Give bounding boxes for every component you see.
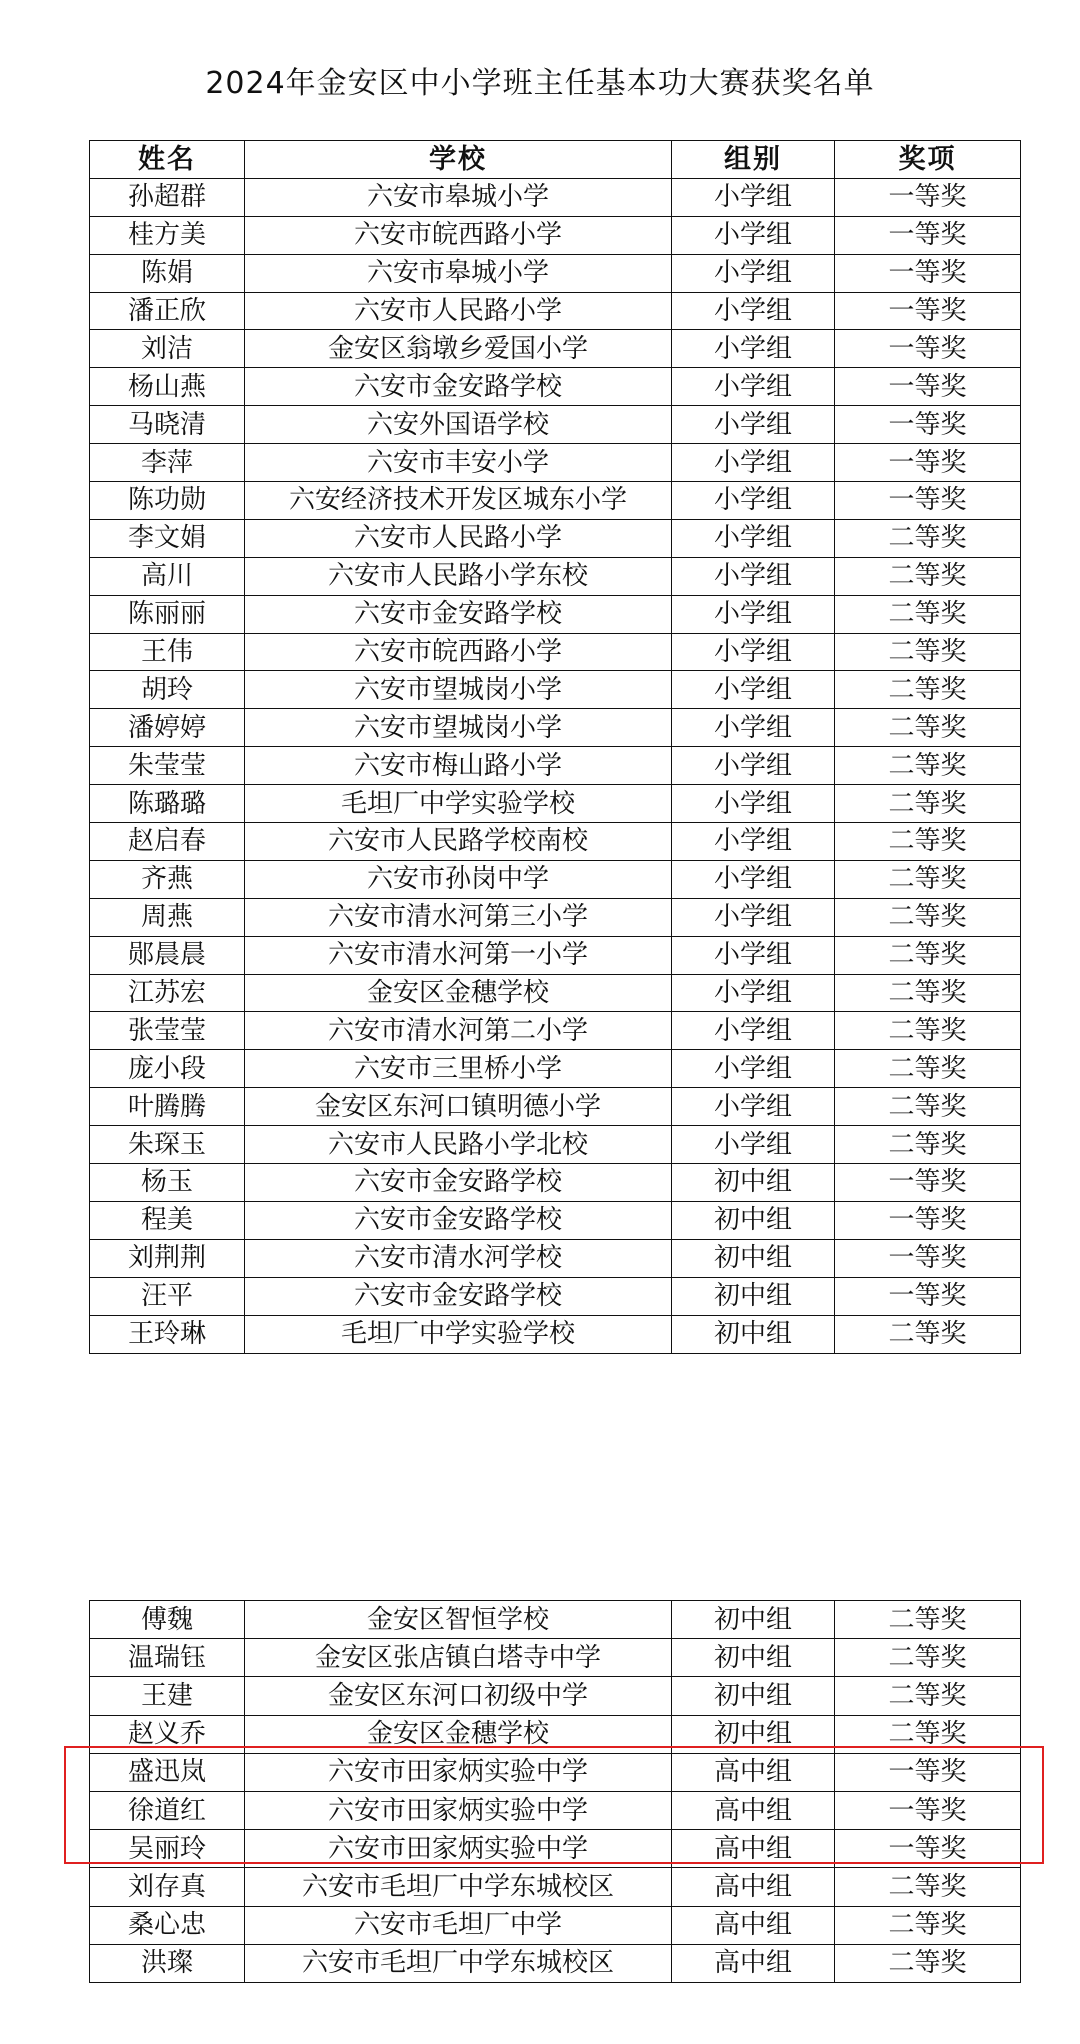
table-row xyxy=(90,936,1021,974)
cell-school: 六安市田家炳实验中学 xyxy=(245,1791,672,1829)
header-name: 姓名 xyxy=(90,141,245,179)
cell-award: 一等奖 xyxy=(835,482,1021,520)
cell-group: 高中组 xyxy=(672,1753,835,1791)
table-row xyxy=(90,519,1021,557)
cell-award: 二等奖 xyxy=(835,823,1021,861)
cell-group: 小学组 xyxy=(672,519,835,557)
table-row xyxy=(90,216,1021,254)
cell-school: 六安市望城岗小学 xyxy=(245,709,672,747)
table-row xyxy=(90,1050,1021,1088)
cell-group: 小学组 xyxy=(672,936,835,974)
table-row xyxy=(90,482,1021,520)
cell-name: 杨玉 xyxy=(90,1164,245,1202)
cell-group: 小学组 xyxy=(672,747,835,785)
cell-award: 一等奖 xyxy=(835,254,1021,292)
table-row xyxy=(90,1239,1021,1277)
header-school: 学校 xyxy=(245,141,672,179)
table-header-row xyxy=(90,141,1021,179)
cell-group: 初中组 xyxy=(672,1164,835,1202)
cell-school: 金安区东河口初级中学 xyxy=(245,1677,672,1715)
cell-name: 赵启春 xyxy=(90,823,245,861)
cell-name: 吴丽玲 xyxy=(90,1830,245,1868)
cell-name: 洪璨 xyxy=(90,1944,245,1982)
cell-school: 六安市人民路小学 xyxy=(245,292,672,330)
cell-name: 王玲琳 xyxy=(90,1315,245,1353)
table-row xyxy=(90,1791,1021,1829)
cell-name: 江苏宏 xyxy=(90,974,245,1012)
table-row xyxy=(90,1753,1021,1791)
cell-name: 桂方美 xyxy=(90,216,245,254)
cell-name: 陈功勋 xyxy=(90,482,245,520)
cell-school: 六安市孙岗中学 xyxy=(245,860,672,898)
cell-group: 高中组 xyxy=(672,1906,835,1944)
cell-school: 六安市金安路学校 xyxy=(245,595,672,633)
cell-award: 二等奖 xyxy=(835,1906,1021,1944)
cell-school: 金安区智恒学校 xyxy=(245,1601,672,1639)
cell-school: 六安市金安路学校 xyxy=(245,1201,672,1239)
cell-name: 陈丽丽 xyxy=(90,595,245,633)
cell-name: 杨山燕 xyxy=(90,368,245,406)
cell-name: 潘正欣 xyxy=(90,292,245,330)
cell-award: 二等奖 xyxy=(835,1601,1021,1639)
cell-group: 初中组 xyxy=(672,1677,835,1715)
table-row xyxy=(90,1601,1021,1639)
header-award: 奖项 xyxy=(835,141,1021,179)
cell-award: 二等奖 xyxy=(835,1315,1021,1353)
cell-school: 金安区金穗学校 xyxy=(245,974,672,1012)
cell-group: 小学组 xyxy=(672,1088,835,1126)
table-row xyxy=(90,1677,1021,1715)
cell-group: 小学组 xyxy=(672,1126,835,1164)
cell-award: 二等奖 xyxy=(835,898,1021,936)
table-row xyxy=(90,557,1021,595)
cell-group: 初中组 xyxy=(672,1601,835,1639)
award-table-page2 xyxy=(89,1600,1021,1983)
cell-name: 高川 xyxy=(90,557,245,595)
cell-group: 小学组 xyxy=(672,823,835,861)
cell-award: 二等奖 xyxy=(835,1715,1021,1753)
cell-award: 二等奖 xyxy=(835,785,1021,823)
table-row xyxy=(90,1012,1021,1050)
table-row xyxy=(90,1639,1021,1677)
cell-school: 金安区张店镇白塔寺中学 xyxy=(245,1639,672,1677)
table-row xyxy=(90,898,1021,936)
cell-school: 毛坦厂中学实验学校 xyxy=(245,785,672,823)
cell-group: 初中组 xyxy=(672,1315,835,1353)
cell-award: 一等奖 xyxy=(835,216,1021,254)
cell-school: 六安市清水河第一小学 xyxy=(245,936,672,974)
cell-name: 汪平 xyxy=(90,1277,245,1315)
cell-school: 六安市三里桥小学 xyxy=(245,1050,672,1088)
cell-school: 金安区翁墩乡爱国小学 xyxy=(245,330,672,368)
cell-award: 一等奖 xyxy=(835,1791,1021,1829)
table-row xyxy=(90,406,1021,444)
cell-award: 二等奖 xyxy=(835,974,1021,1012)
cell-name: 王伟 xyxy=(90,633,245,671)
cell-name: 陈璐璐 xyxy=(90,785,245,823)
table-row xyxy=(90,1868,1021,1906)
cell-group: 小学组 xyxy=(672,1050,835,1088)
table-row xyxy=(90,254,1021,292)
cell-group: 小学组 xyxy=(672,974,835,1012)
cell-school: 六安市皋城小学 xyxy=(245,254,672,292)
table-row xyxy=(90,860,1021,898)
table-row xyxy=(90,785,1021,823)
cell-award: 一等奖 xyxy=(835,1753,1021,1791)
cell-name: 刘洁 xyxy=(90,330,245,368)
cell-name: 桑心忠 xyxy=(90,1906,245,1944)
cell-award: 二等奖 xyxy=(835,671,1021,709)
cell-group: 小学组 xyxy=(672,292,835,330)
cell-school: 六安市人民路小学 xyxy=(245,519,672,557)
cell-school: 六安市皖西路小学 xyxy=(245,633,672,671)
table-row xyxy=(90,1715,1021,1753)
cell-group: 小学组 xyxy=(672,482,835,520)
cell-award: 一等奖 xyxy=(835,1277,1021,1315)
table2-body xyxy=(90,1601,1021,1983)
cell-award: 二等奖 xyxy=(835,709,1021,747)
table-row xyxy=(90,747,1021,785)
cell-school: 六安市人民路学校南校 xyxy=(245,823,672,861)
cell-group: 高中组 xyxy=(672,1868,835,1906)
table-row xyxy=(90,1126,1021,1164)
cell-group: 小学组 xyxy=(672,785,835,823)
cell-school: 六安市清水河学校 xyxy=(245,1239,672,1277)
cell-school: 六安市毛坦厂中学东城校区 xyxy=(245,1944,672,1982)
cell-award: 一等奖 xyxy=(835,368,1021,406)
cell-group: 小学组 xyxy=(672,406,835,444)
cell-award: 二等奖 xyxy=(835,633,1021,671)
cell-group: 小学组 xyxy=(672,330,835,368)
cell-name: 朱莹莹 xyxy=(90,747,245,785)
table-row xyxy=(90,1315,1021,1353)
cell-group: 小学组 xyxy=(672,254,835,292)
table1-body xyxy=(90,178,1021,1353)
table-row xyxy=(90,671,1021,709)
cell-award: 一等奖 xyxy=(835,1164,1021,1202)
cell-group: 高中组 xyxy=(672,1830,835,1868)
cell-group: 初中组 xyxy=(672,1277,835,1315)
cell-award: 一等奖 xyxy=(835,1830,1021,1868)
cell-name: 陈娟 xyxy=(90,254,245,292)
cell-award: 二等奖 xyxy=(835,1639,1021,1677)
cell-award: 二等奖 xyxy=(835,747,1021,785)
cell-name: 李文娟 xyxy=(90,519,245,557)
cell-award: 一等奖 xyxy=(835,1201,1021,1239)
award-table-page1 xyxy=(89,140,1021,1354)
table-row xyxy=(90,1277,1021,1315)
cell-school: 六安经济技术开发区城东小学 xyxy=(245,482,672,520)
cell-school: 金安区东河口镇明德小学 xyxy=(245,1088,672,1126)
cell-group: 小学组 xyxy=(672,633,835,671)
table-row xyxy=(90,178,1021,216)
table-row xyxy=(90,974,1021,1012)
cell-award: 二等奖 xyxy=(835,1868,1021,1906)
cell-group: 小学组 xyxy=(672,860,835,898)
cell-name: 孙超群 xyxy=(90,178,245,216)
table-row xyxy=(90,368,1021,406)
table-row xyxy=(90,1830,1021,1868)
cell-school: 六安市金安路学校 xyxy=(245,1164,672,1202)
cell-school: 毛坦厂中学实验学校 xyxy=(245,1315,672,1353)
cell-school: 六安市金安路学校 xyxy=(245,1277,672,1315)
cell-award: 一等奖 xyxy=(835,406,1021,444)
cell-name: 温瑞钰 xyxy=(90,1639,245,1677)
cell-name: 王建 xyxy=(90,1677,245,1715)
cell-school: 六安市丰安小学 xyxy=(245,444,672,482)
cell-name: 盛迅岚 xyxy=(90,1753,245,1791)
cell-award: 一等奖 xyxy=(835,444,1021,482)
cell-award: 二等奖 xyxy=(835,1012,1021,1050)
cell-group: 初中组 xyxy=(672,1715,835,1753)
table-row xyxy=(90,1088,1021,1126)
cell-school: 六安市皖西路小学 xyxy=(245,216,672,254)
cell-award: 二等奖 xyxy=(835,1944,1021,1982)
cell-school: 六安市望城岗小学 xyxy=(245,671,672,709)
cell-group: 小学组 xyxy=(672,709,835,747)
cell-name: 徐道红 xyxy=(90,1791,245,1829)
cell-group: 高中组 xyxy=(672,1791,835,1829)
cell-school: 六安市田家炳实验中学 xyxy=(245,1830,672,1868)
cell-name: 赵义乔 xyxy=(90,1715,245,1753)
cell-group: 初中组 xyxy=(672,1239,835,1277)
table-row xyxy=(90,1164,1021,1202)
cell-school: 六安市梅山路小学 xyxy=(245,747,672,785)
cell-school: 六安外国语学校 xyxy=(245,406,672,444)
cell-name: 齐燕 xyxy=(90,860,245,898)
cell-school: 六安市毛坦厂中学东城校区 xyxy=(245,1868,672,1906)
cell-award: 一等奖 xyxy=(835,292,1021,330)
header-group: 组别 xyxy=(672,141,835,179)
table-row xyxy=(90,292,1021,330)
cell-group: 小学组 xyxy=(672,671,835,709)
cell-group: 小学组 xyxy=(672,1012,835,1050)
cell-school: 六安市清水河第三小学 xyxy=(245,898,672,936)
cell-award: 一等奖 xyxy=(835,1239,1021,1277)
cell-name: 马晓清 xyxy=(90,406,245,444)
cell-name: 程美 xyxy=(90,1201,245,1239)
cell-name: 胡玲 xyxy=(90,671,245,709)
cell-school: 金安区金穗学校 xyxy=(245,1715,672,1753)
cell-name: 李萍 xyxy=(90,444,245,482)
cell-award: 二等奖 xyxy=(835,1677,1021,1715)
table-row xyxy=(90,330,1021,368)
cell-name: 张莹莹 xyxy=(90,1012,245,1050)
cell-award: 二等奖 xyxy=(835,860,1021,898)
cell-name: 潘婷婷 xyxy=(90,709,245,747)
cell-award: 二等奖 xyxy=(835,936,1021,974)
cell-award: 二等奖 xyxy=(835,1088,1021,1126)
table-row xyxy=(90,595,1021,633)
cell-award: 二等奖 xyxy=(835,595,1021,633)
cell-award: 二等奖 xyxy=(835,1050,1021,1088)
cell-award: 二等奖 xyxy=(835,557,1021,595)
cell-school: 六安市田家炳实验中学 xyxy=(245,1753,672,1791)
table-row xyxy=(90,823,1021,861)
table-row xyxy=(90,709,1021,747)
cell-group: 小学组 xyxy=(672,444,835,482)
cell-group: 小学组 xyxy=(672,178,835,216)
cell-school: 六安市金安路学校 xyxy=(245,368,672,406)
cell-name: 周燕 xyxy=(90,898,245,936)
cell-school: 六安市毛坦厂中学 xyxy=(245,1906,672,1944)
cell-award: 二等奖 xyxy=(835,1126,1021,1164)
cell-group: 初中组 xyxy=(672,1639,835,1677)
table-row xyxy=(90,1944,1021,1982)
table-row xyxy=(90,1201,1021,1239)
cell-group: 小学组 xyxy=(672,216,835,254)
cell-school: 六安市清水河第二小学 xyxy=(245,1012,672,1050)
cell-school: 六安市皋城小学 xyxy=(245,178,672,216)
cell-award: 一等奖 xyxy=(835,178,1021,216)
cell-group: 小学组 xyxy=(672,368,835,406)
cell-group: 高中组 xyxy=(672,1944,835,1982)
cell-name: 刘荆荆 xyxy=(90,1239,245,1277)
table-row xyxy=(90,1906,1021,1944)
document-title: 2024年金安区中小学班主任基本功大赛获奖名单 xyxy=(205,66,875,101)
cell-name: 刘存真 xyxy=(90,1868,245,1906)
cell-group: 小学组 xyxy=(672,557,835,595)
cell-award: 一等奖 xyxy=(835,330,1021,368)
cell-school: 六安市人民路小学东校 xyxy=(245,557,672,595)
cell-name: 朱琛玉 xyxy=(90,1126,245,1164)
table-row xyxy=(90,633,1021,671)
cell-school: 六安市人民路小学北校 xyxy=(245,1126,672,1164)
cell-name: 郧晨晨 xyxy=(90,936,245,974)
cell-name: 傅魏 xyxy=(90,1601,245,1639)
cell-group: 小学组 xyxy=(672,595,835,633)
cell-name: 庞小段 xyxy=(90,1050,245,1088)
cell-award: 二等奖 xyxy=(835,519,1021,557)
cell-group: 小学组 xyxy=(672,898,835,936)
cell-group: 初中组 xyxy=(672,1201,835,1239)
table-row xyxy=(90,444,1021,482)
cell-name: 叶腾腾 xyxy=(90,1088,245,1126)
